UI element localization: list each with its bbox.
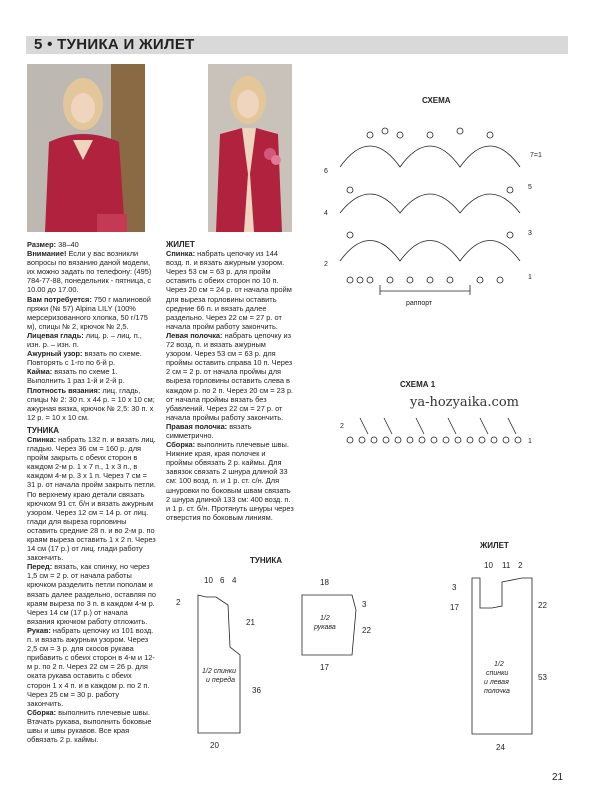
svg-text:22: 22: [538, 601, 547, 610]
svg-text:17: 17: [320, 663, 329, 672]
svg-text:2: 2: [176, 598, 181, 607]
svg-text:раппорт: раппорт: [406, 300, 433, 307]
svg-text:2: 2: [518, 561, 523, 570]
svg-text:7=1: 7=1: [530, 152, 542, 159]
svg-text:1/2 спинки: 1/2 спинки: [202, 668, 236, 675]
svg-text:11: 11: [502, 561, 511, 570]
tunic-photo: [27, 64, 145, 232]
svg-text:21: 21: [246, 618, 255, 627]
svg-text:1: 1: [528, 274, 532, 281]
svg-text:4: 4: [324, 210, 328, 217]
svg-text:3: 3: [528, 230, 532, 237]
svg-text:6: 6: [220, 576, 225, 585]
svg-text:3: 3: [362, 600, 367, 609]
vest-photo: [208, 64, 292, 232]
svg-text:4: 4: [232, 576, 237, 585]
svg-text:36: 36: [252, 686, 261, 695]
watermark: ya-hozyaika.com: [410, 395, 519, 410]
svg-text:2: 2: [324, 261, 328, 268]
svg-text:2: 2: [340, 423, 344, 430]
svg-text:1/2: 1/2: [320, 615, 330, 622]
tunic-pattern-diagram: [170, 555, 380, 755]
schema1-title: СХЕМА 1: [400, 380, 436, 389]
schema-title: СХЕМА: [422, 96, 451, 105]
svg-text:22: 22: [362, 626, 371, 635]
vest-photo-illustration: [208, 64, 292, 232]
svg-text:и левая: и левая: [484, 679, 509, 686]
edge-chart: [340, 378, 540, 448]
svg-text:и переда: и переда: [206, 677, 236, 684]
tunic-photo-illustration: [27, 64, 145, 232]
svg-text:5: 5: [528, 184, 532, 191]
tunic-heading: ТУНИКА: [27, 425, 60, 435]
svg-text:6: 6: [324, 168, 328, 175]
svg-text:ТУНИКА: ТУНИКА: [250, 556, 283, 565]
svg-text:10: 10: [484, 561, 493, 570]
svg-text:спинки: спинки: [486, 670, 509, 677]
page-title: 5 • ТУНИКА И ЖИЛЕТ: [34, 36, 195, 53]
svg-text:10: 10: [204, 576, 213, 585]
svg-text:3: 3: [452, 583, 457, 592]
svg-text:24: 24: [496, 743, 505, 752]
crochet-chart: [310, 95, 580, 315]
instructions-column-1: Размер: 38–40 Внимание! Если у вас возникли вопросы по вязанию даной модели, их можно задать по телефону: (495) 784-77-88, понедельник - пятница, с 10.00 до 17.00. Вам потребуется: 750 г малиновой пряжи (№ 57) Alpina LILY (100% мерсеризованного хлопка, 50 г/175 м), спицы № 2, крючок № 2,5. Лицевая гладь: лиц. р. – лиц. п., изн. р. – изн. п. Ажурный узор: вязать по схеме. Повторять с 1-го по 6-й р. Кайма: вязать по схеме 1. Выполнить 1 раз 1-й и 2-й р. Плотность вязания: лиц. гладь, спицы № 2: 30 п. х 44 р. = 10 х 10 см; ажурная вязка, крючок № 2,5: 30 п. х 12 р. = 10 х 10 см. ТУНИКА Спинка: набрать 132 п. и вязать лиц. гладью. Через 36 см = 160 р. для пройм закрыть с обеих сторон в каждом 2-м р. 1 х 7 п., 1 х 3 п., в каждом 4-м р. 3 х 1 п. Через 7 см = 31 р. от начала пройм закрыть петли. По верхнему краю детали связать крючком 91 ст. б/н и вязать ажурным узором. Через 12 см = 14 р. от лиц. глади для выреза горловины оставить средние 28 п. и во 2-м р. по краям выреза оставить 1 х 2 п. Через 14 см (17 р.) от лиц. глади работу закончить. Перед: вязать, как спинку, но через 1,5 см = 2 р. от начала работы крючком разделить петли пополам и вязать далее раздельно, оставляя по краям выреза по 3 п. в каждом 4-м р. Через 14 см (17 р.) от начала вязания крючком работу отложить. Рукав: набрать цепочку из 101 возд. п. и вязать ажурным узором. Через 2,5 см = 3 р. для скосов рукава прибавить с обеих сторон в 4-м и 12-м р. по 2 п. Через 22 см = 26 р. для оката рукава оставить с обеих сторон 1 х 4 п. и в каждом р. по 2 п. Через 25 см = 30 р. работу закончить. Сборка: выполнить плечевые швы. Втачать рукава, выполнить боковые швы и швы рукавов. Все края обвязать 2 р. каймы.: [27, 240, 156, 745]
instructions-column-2: ЖИЛЕТ Спинка: набрать цепочку из 144 возд. п. и вязать ажурным узором. Через 53 см = 63 р. для пройм оставить с обеих сторон по 10 п. Через 20 см = 24 р. от начала пройм для выреза горловины оставить средние 66 п. и вязать далее раздельно. Через 22 см = 27 р. от начала пройм работу закончить. Левая полочка: набрать цепочку из 72 возд. п. и вязать ажурным узором. Через 53 см = 63 р. для проймы оставить справа 10 п. Через 2 см = 2 р. от начала проймы для выреза горловины оставить слева в каждом р. по 2 п. Через 20 см = 23 р. от начала проймы вязать без убавлений. Через 22 см = 27 р. от начала проймы работу закончить. Правая полочка: вязать симметрично. Сборка: выполнить плечевые швы. Нижние края, края полочек и проймы обвязать 2 р. каймы. Для завязок связать 2 шнура длиной 33 см: 100 возд. п. и 1 р. ст. с/н. Для шнуровки по боковым швам связать 2 шнура длиной 133 см: 400 возд. п. и 1 р. ст. б/н. Протянуть шнуры через отверстия по боковым линиям.: [166, 240, 294, 522]
svg-text:ЖИЛЕТ: ЖИЛЕТ: [480, 541, 509, 550]
svg-text:53: 53: [538, 673, 547, 682]
svg-text:1/2: 1/2: [494, 661, 504, 668]
header-bar: [26, 36, 568, 54]
vest-pattern-diagram: [440, 538, 560, 758]
svg-text:20: 20: [210, 741, 219, 750]
vest-heading: ЖИЛЕТ: [166, 240, 195, 249]
svg-text:17: 17: [450, 603, 459, 612]
svg-text:18: 18: [320, 578, 329, 587]
page-number: 21: [552, 772, 564, 783]
svg-text:рукава: рукава: [314, 624, 336, 631]
svg-text:полочка: полочка: [484, 688, 510, 695]
svg-text:1: 1: [528, 438, 532, 445]
